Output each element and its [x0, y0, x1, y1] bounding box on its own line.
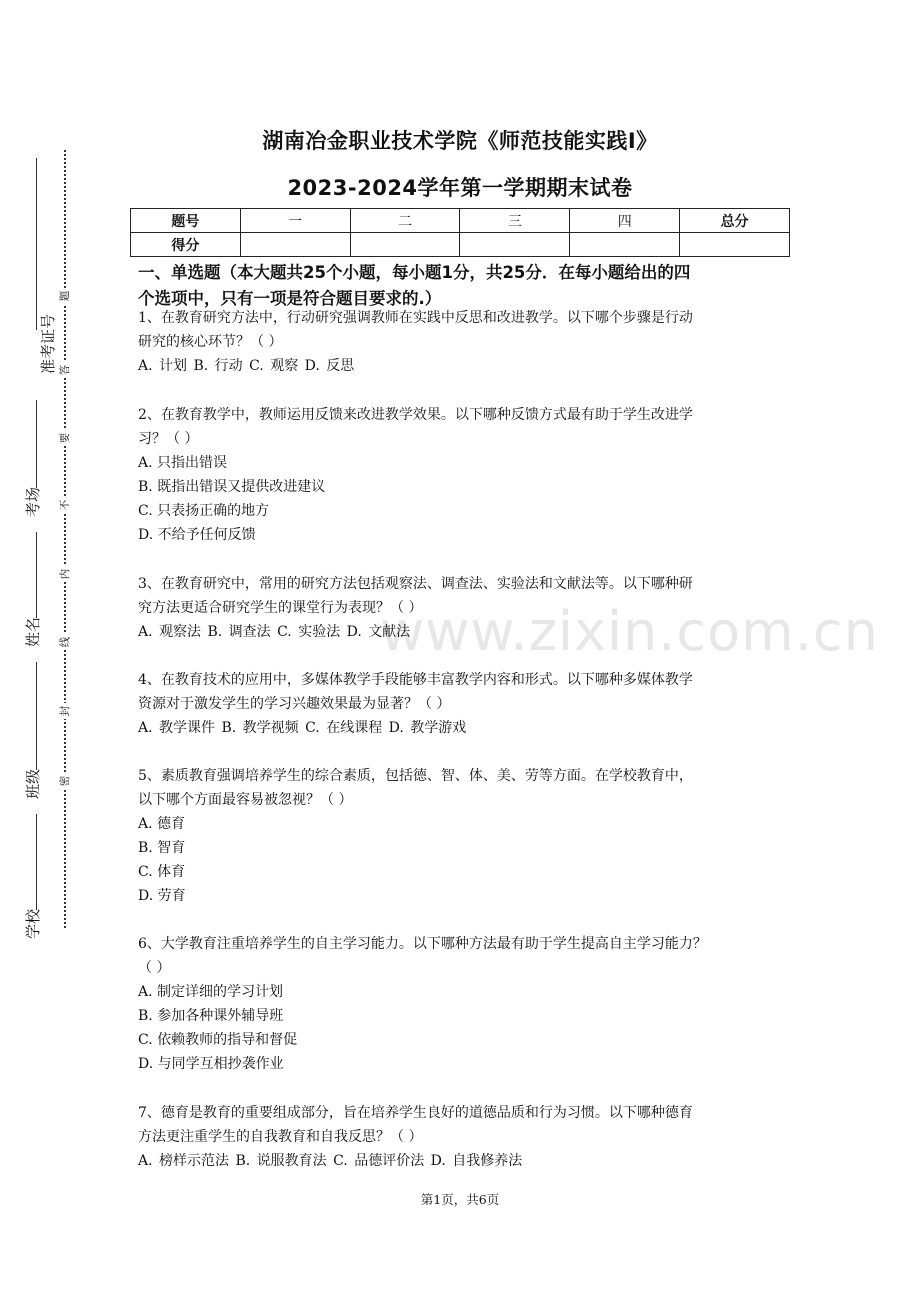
label-class: 班级	[18, 770, 46, 814]
question-option: B. 参加各种课外辅导班	[138, 1008, 284, 1024]
question-7	[138, 1101, 788, 1173]
section-heading-line: 个选项中，只有一项是符合题目要求的.）	[138, 289, 442, 308]
question-5	[138, 764, 788, 908]
seal-char: 线	[57, 634, 73, 650]
question-stem: 4、在教育技术的应用中，多媒体教学手段能够丰富教学内容和形式。以下哪种多媒体教学	[138, 672, 693, 688]
score-cell	[680, 233, 790, 257]
question-option: D. 劳育	[138, 888, 186, 904]
label-exam-room: 考场	[18, 488, 46, 532]
score-cell	[570, 233, 680, 257]
question-stem: 5、素质教育强调培养学生的综合素质，包括德、智、体、美、劳等方面。在学校教育中，	[138, 768, 693, 784]
question-options: A. 观察法 B. 调查法 C. 实验法 D. 文献法	[138, 624, 411, 640]
question-options: A. 榜样示范法 B. 说服教育法 C. 品德评价法 D. 自我修养法	[138, 1153, 523, 1169]
question-stem: 习？（ ）	[138, 431, 199, 447]
score-cell	[350, 233, 460, 257]
question-option: B. 智育	[138, 840, 186, 856]
header-cell: 题号	[131, 209, 241, 233]
header-cell: 一	[240, 209, 350, 233]
seal-char: 答	[57, 362, 73, 378]
question-option: C. 只表扬正确的地方	[138, 503, 270, 519]
exam-title: 湖南冶金职业技术学院《师范技能实践I》	[262, 129, 658, 153]
question-stem: （ ）	[138, 960, 171, 976]
seal-char: 密	[57, 773, 73, 789]
question-stem: 究方法更适合研究学生的课堂行为表现？（ ）	[138, 600, 423, 616]
question-option: A. 只指出错误	[138, 455, 228, 471]
header-cell: 三	[460, 209, 570, 233]
header-cell: 四	[570, 209, 680, 233]
score-cell	[460, 233, 570, 257]
row-label-cell: 得分	[131, 233, 241, 257]
exam-subtitle: 2023-2024学年第一学期期末试卷	[287, 176, 633, 200]
question-option: A. 德育	[138, 816, 186, 832]
label-school: 学校	[18, 910, 46, 954]
question-option: B. 既指出错误又提供改进建议	[138, 479, 326, 495]
question-2	[138, 403, 788, 547]
section-heading	[138, 260, 788, 312]
question-stem: 研究的核心环节？（ ）	[138, 334, 283, 350]
question-1	[138, 306, 788, 378]
seal-char: 要	[57, 430, 73, 446]
seal-char: 题	[57, 288, 73, 304]
question-stem: 2、在教育教学中，教师运用反馈来改进教学效果。以下哪种反馈方式最有助于学生改进学	[138, 407, 693, 423]
seal-char: 不	[57, 497, 73, 513]
label-exam-number: 准考证号	[18, 330, 46, 400]
question-stem: 方法更注重学生的自我教育和自我反思？（ ）	[138, 1129, 423, 1145]
page-number: 第1页，共6页	[420, 1192, 500, 1207]
seal-char: 内	[57, 566, 73, 582]
score-table	[130, 208, 790, 257]
label-name: 姓名	[18, 618, 46, 662]
section-heading-line: 一、单选题（本大题共25个小题，每小题1分，共25分．在每小题给出的四	[138, 263, 691, 282]
question-6	[138, 932, 788, 1076]
question-stem: 资源对于激发学生的学习兴趣效果最为显著？（ ）	[138, 696, 451, 712]
score-cell	[240, 233, 350, 257]
seal-dotted-line	[64, 150, 66, 928]
question-stem: 3、在教育研究中，常用的研究方法包括观察法、调查法、实验法和文献法等。以下哪种研	[138, 576, 693, 592]
question-option: D. 不给予任何反馈	[138, 527, 256, 543]
question-3	[138, 572, 788, 644]
watermark: www.zixin.com.cn	[380, 600, 879, 663]
question-option: C. 依赖教师的指导和督促	[138, 1032, 298, 1048]
question-options: A. 计划 B. 行动 C. 观察 D. 反思	[138, 358, 355, 374]
score-table-header-row	[131, 209, 790, 233]
question-options: A. 教学课件 B. 教学视频 C. 在线课程 D. 教学游戏	[138, 720, 467, 736]
seal-char: 封	[57, 703, 73, 719]
header-cell: 总分	[680, 209, 790, 233]
question-stem: 7、德育是教育的重要组成部分，旨在培养学生良好的道德品质和行为习惯。以下哪种德育	[138, 1105, 693, 1121]
score-table-score-row	[131, 233, 790, 257]
question-option: A. 制定详细的学习计划	[138, 984, 284, 1000]
question-4	[138, 668, 788, 740]
question-option: C. 体育	[138, 864, 186, 880]
question-stem: 以下哪个方面最容易被忽视？（ ）	[138, 792, 353, 808]
question-option: D. 与同学互相抄袭作业	[138, 1056, 284, 1072]
question-stem: 6、大学教育注重培养学生的自主学习能力。以下哪种方法最有助于学生提高自主学习能力？	[138, 936, 707, 952]
question-stem: 1、在教育研究方法中，行动研究强调教师在实践中反思和改进教学。以下哪个步骤是行动	[138, 310, 693, 326]
header-cell: 二	[350, 209, 460, 233]
